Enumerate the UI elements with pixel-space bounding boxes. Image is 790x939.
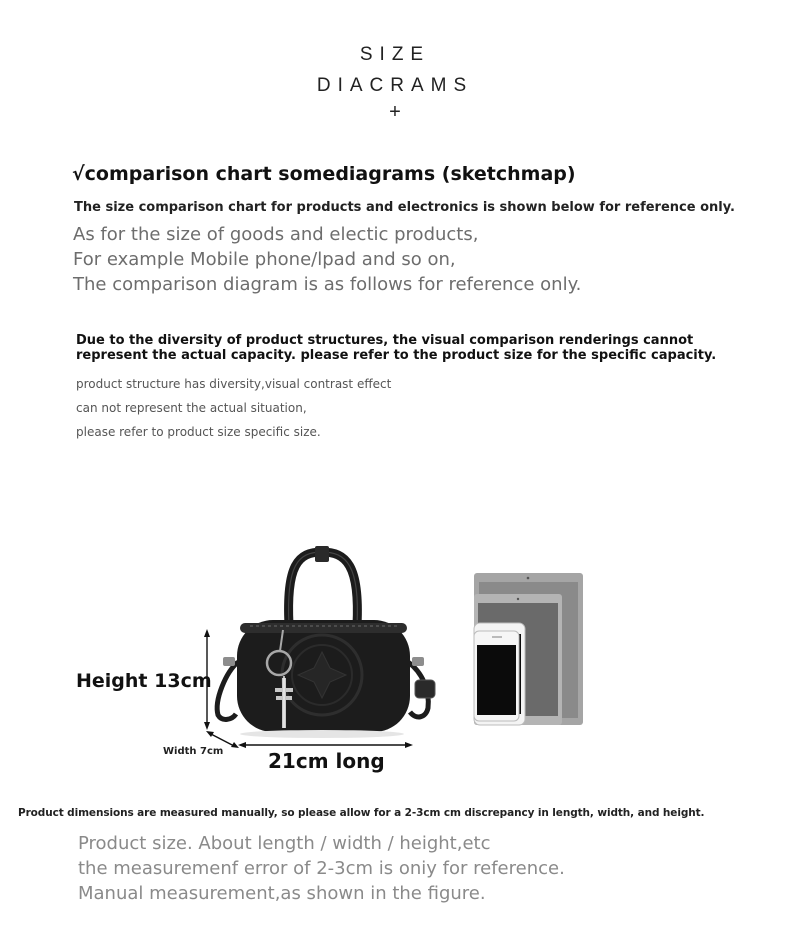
footer-line-2: the measuremenf error of 2-3cm is oniy for reference. bbox=[78, 858, 565, 879]
comparison-note: The size comparison chart for products and electronics is shown below for reference only. bbox=[74, 200, 735, 215]
footer-line-1: Product size. About length / width / height,etc bbox=[78, 833, 491, 854]
diversity-line-1: product structure has diversity,visual contrast effect bbox=[76, 377, 392, 391]
diversity-line-2: can not represent the actual situation, bbox=[76, 401, 307, 415]
comparison-heading: √comparison chart somediagrams (sketchmap) bbox=[72, 163, 576, 185]
comparison-line-3: The comparison diagram is as follows for reference only. bbox=[73, 274, 582, 295]
width-label: Width 7cm bbox=[163, 746, 224, 757]
diversity-note: Due to the diversity of product structures, the visual comparison renderings cannot represent the actual capacity. please refer to the product size for the specific capacity. bbox=[76, 333, 717, 363]
height-label: Height 13cm bbox=[76, 670, 212, 692]
footer-line-3: Manual measurement,as shown in the figure. bbox=[78, 883, 486, 904]
title-diagrams: DIACRAMS bbox=[316, 75, 474, 96]
diversity-line-3: please refer to product size specific size. bbox=[76, 425, 321, 439]
comparison-line-2: For example Mobile phone/lpad and so on, bbox=[73, 249, 456, 270]
title-size: SIZE bbox=[359, 44, 431, 65]
comparison-line-1: As for the size of goods and electic products, bbox=[73, 224, 479, 245]
measurement-disclaimer: Product dimensions are measured manually, so please allow for a 2-3cm cm discrepancy in length, width, and height. bbox=[18, 807, 705, 819]
length-label: 21cm long bbox=[268, 749, 385, 773]
plus-mark: + bbox=[389, 101, 401, 123]
